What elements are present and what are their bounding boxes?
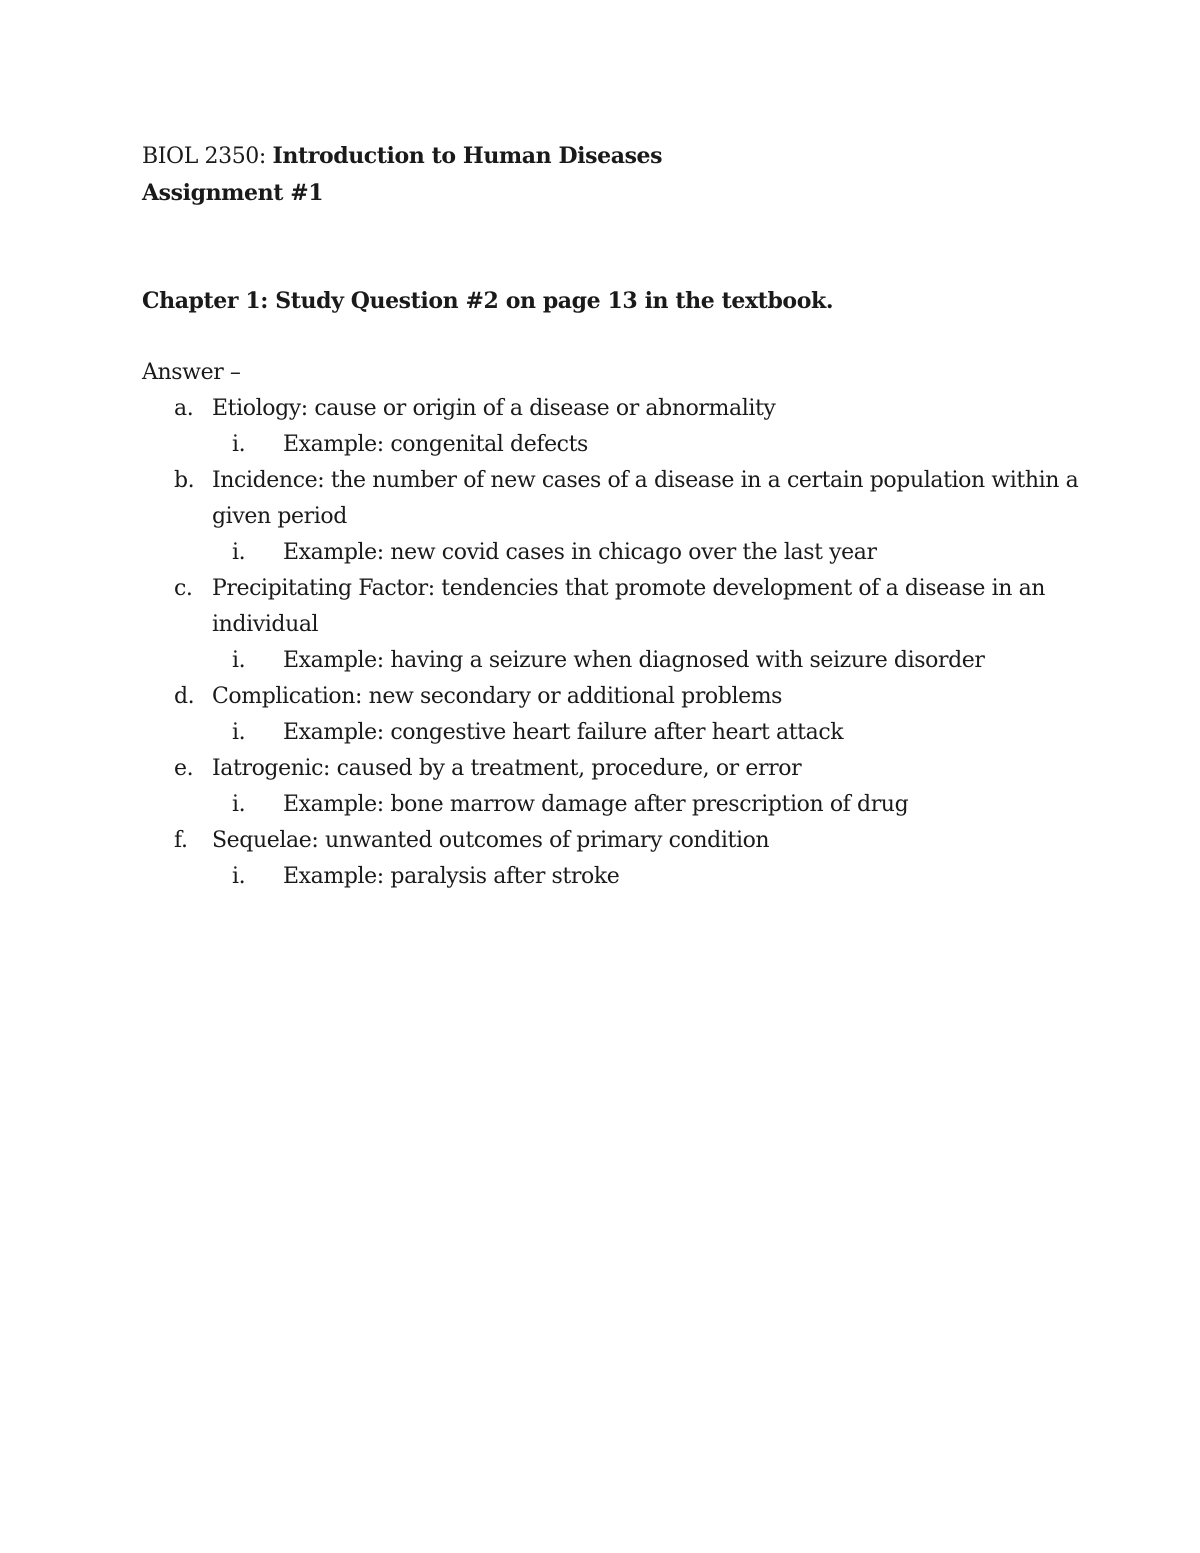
answer-label: Answer – — [142, 360, 241, 385]
course-code: BIOL 2350: — [142, 144, 266, 169]
example-text: Example: paralysis after stroke — [283, 864, 620, 889]
term-definition: Iatrogenic: caused by a treatment, procedure, or error — [212, 756, 802, 781]
term-definition: Sequelae: unwanted outcomes of primary condition — [212, 828, 770, 853]
study-question: Chapter 1: Study Question #2 on page 13 in the textbook. — [142, 288, 834, 314]
example-item — [142, 643, 1082, 679]
course-name: Introduction to Human Diseases — [272, 143, 663, 169]
list-item — [142, 571, 1082, 679]
example-text: Example: congenital defects — [283, 432, 588, 457]
example-marker: i. — [232, 432, 246, 457]
course-title — [142, 138, 1082, 175]
example-text: Example: having a seizure when diagnosed with seizure disorder — [283, 648, 985, 673]
assignment-title: Assignment #1 — [142, 180, 324, 206]
example-item — [142, 427, 1082, 463]
term-definition: Complication: new secondary or additional problems — [212, 684, 783, 709]
document-content — [142, 138, 1082, 895]
list-item — [142, 391, 1082, 463]
list-item — [142, 751, 1082, 823]
term-list — [142, 391, 1082, 895]
example-item — [142, 715, 1082, 751]
term-definition: Precipitating Factor: tendencies that promote development of a disease in an individual — [212, 576, 1046, 637]
example-item — [142, 787, 1082, 823]
list-item — [142, 679, 1082, 751]
example-text: Example: new covid cases in chicago over the last year — [283, 540, 877, 565]
example-item — [142, 859, 1082, 895]
term-definition: Incidence: the number of new cases of a disease in a certain population within a given period — [212, 468, 1079, 529]
example-text: Example: congestive heart failure after heart attack — [283, 720, 844, 745]
list-marker: e. — [174, 756, 194, 781]
list-marker: d. — [174, 684, 195, 709]
example-marker: i. — [232, 720, 246, 745]
list-marker: a. — [174, 396, 194, 421]
list-item — [142, 463, 1082, 571]
example-marker: i. — [232, 864, 246, 889]
example-marker: i. — [232, 792, 246, 817]
list-marker: b. — [174, 468, 195, 493]
term-definition: Etiology: cause or origin of a disease or abnormality — [212, 396, 776, 421]
example-marker: i. — [232, 540, 246, 565]
example-text: Example: bone marrow damage after prescription of drug — [283, 792, 909, 817]
list-marker: f. — [174, 828, 188, 853]
example-item — [142, 535, 1082, 571]
list-item — [142, 823, 1082, 895]
example-marker: i. — [232, 648, 246, 673]
list-marker: c. — [174, 576, 193, 601]
